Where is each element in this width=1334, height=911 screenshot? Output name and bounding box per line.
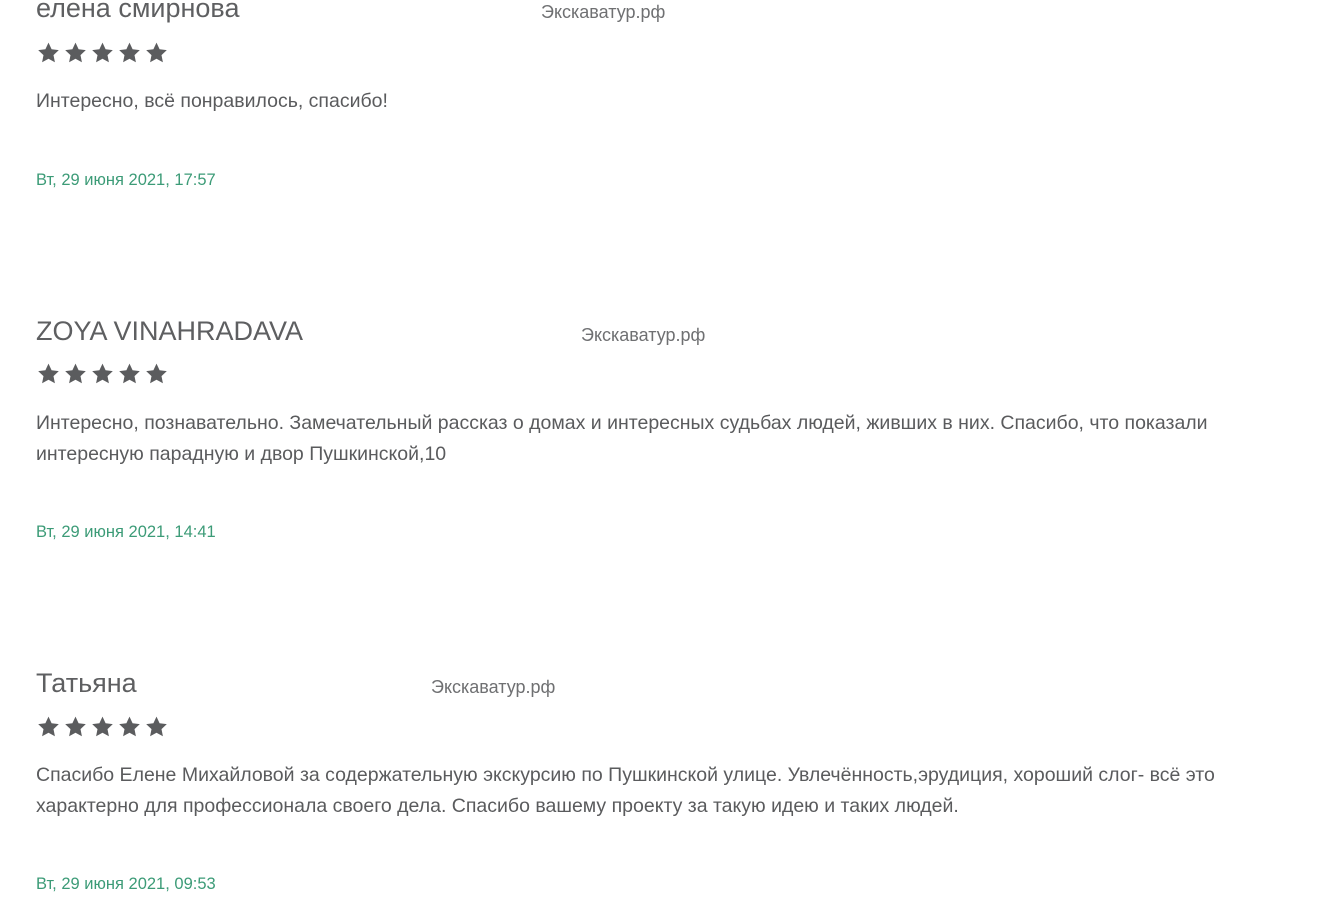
review-text: Спасибо Елене Михайловой за содержательную экскурсию по Пушкинской улице. Увлечённость,эрудиция, хороший слог- всё это характерно для профессионала своего дела. Спасибо вашему проекту за такую идею и таких людей. bbox=[36, 764, 1215, 817]
star-icon bbox=[90, 41, 115, 65]
review-author: Татьяна bbox=[36, 668, 137, 698]
review-date: Вт, 29 июня 2021, 17:57 bbox=[36, 171, 216, 189]
star-icon bbox=[36, 41, 61, 65]
review-date: Вт, 29 июня 2021, 14:41 bbox=[36, 523, 216, 541]
star-icon bbox=[63, 715, 88, 739]
watermark-text: Экскаватур.рф bbox=[581, 325, 706, 345]
watermark-text: Экскаватур.рф bbox=[431, 677, 556, 697]
review-card bbox=[36, 0, 1294, 202]
review-card bbox=[36, 666, 1294, 906]
watermark-text: Экскаватур.рф bbox=[541, 2, 666, 22]
star-icon bbox=[90, 362, 115, 386]
star-icon bbox=[117, 715, 142, 739]
star-icon bbox=[63, 362, 88, 386]
review-text: Интересно, всё понравилось, спасибо! bbox=[36, 90, 388, 112]
star-icon bbox=[36, 715, 61, 739]
star-icon bbox=[90, 715, 115, 739]
star-rating bbox=[36, 715, 169, 739]
star-icon bbox=[144, 715, 169, 739]
star-icon bbox=[63, 41, 88, 65]
review-author: ZOYA VINAHRADAVA bbox=[36, 316, 304, 346]
star-icon bbox=[144, 41, 169, 65]
review-author: елена смирнова bbox=[36, 0, 240, 23]
star-icon bbox=[117, 362, 142, 386]
star-icon bbox=[117, 41, 142, 65]
star-icon bbox=[144, 362, 169, 386]
review-card bbox=[36, 314, 1294, 554]
star-rating bbox=[36, 41, 169, 65]
star-rating bbox=[36, 362, 169, 386]
star-icon bbox=[36, 362, 61, 386]
review-date: Вт, 29 июня 2021, 09:53 bbox=[36, 875, 216, 893]
review-text: Интересно, познавательно. Замечательный рассказ о домах и интересных судьбах людей, живших в них. Спасибо, что показали интересную парадную и двор Пушкинской,10 bbox=[36, 412, 1208, 465]
